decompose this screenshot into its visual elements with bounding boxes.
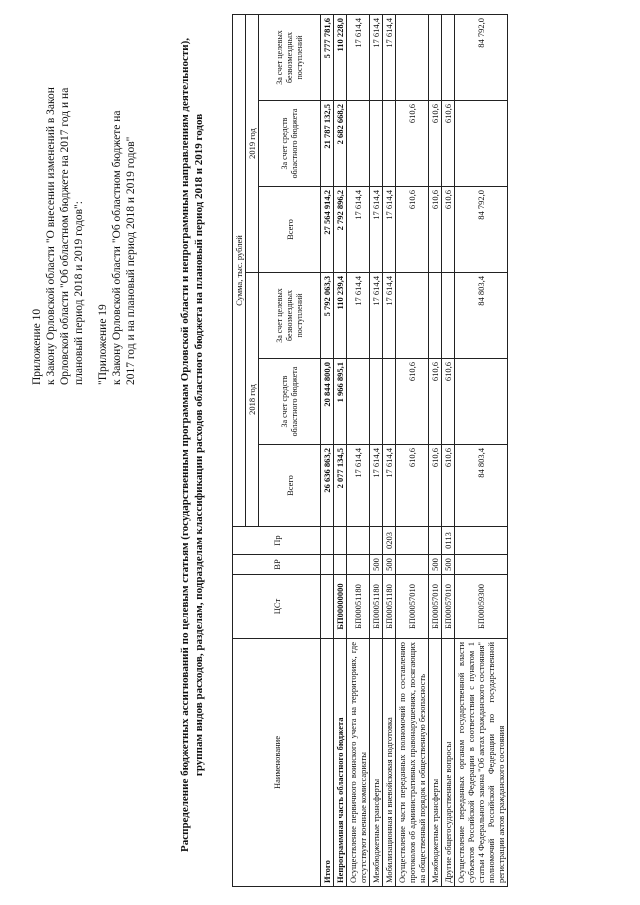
cell-total-2019: 17 614,4 (347, 187, 370, 273)
cell-targeted-2019: 5 777 781,6 (321, 15, 334, 101)
appendix-header (30, 55, 138, 385)
cell-pr (334, 527, 347, 555)
table-row (429, 15, 442, 887)
cell-cst: БП00051180 (383, 575, 396, 639)
cell-cst: БП00057010 (429, 575, 442, 639)
cell-total-2018: 610,6 (396, 445, 429, 527)
cell-regional-2018 (455, 359, 508, 445)
cell-vr (321, 555, 334, 575)
cell-pr (321, 527, 334, 555)
cell-name: Осуществление части переданных полномочий по составлению протоколов об административных правонарушениях, посягающих на общественный порядок и общественную безопасность (396, 639, 429, 887)
cell-regional-2018: 1 966 895,1 (334, 359, 347, 445)
cell-total-2019: 2 792 896,2 (334, 187, 347, 273)
header-line: Приложение 10 (31, 308, 43, 385)
cell-total-2019: 84 792,0 (455, 187, 508, 273)
header-total-2019: Всего (259, 187, 321, 273)
cell-name: Непрограммная часть областного бюджета (334, 639, 347, 887)
cell-pr: 0113 (442, 527, 455, 555)
cell-vr (334, 555, 347, 575)
cell-vr: 500 (383, 555, 396, 575)
cell-vr (347, 555, 370, 575)
cell-total-2019: 17 614,4 (370, 187, 383, 273)
cell-regional-2018 (347, 359, 370, 445)
header-year-2019: 2019 год (246, 15, 259, 273)
cell-vr (455, 555, 508, 575)
header-line: к Закону Орловской области "О внесении изменений в Закон (45, 87, 57, 385)
cell-regional-2018 (383, 359, 396, 445)
cell-targeted-2019 (442, 15, 455, 101)
budget-table (232, 14, 508, 887)
cell-targeted-2018 (429, 273, 442, 359)
header-sum: Сумма, тыс. рублей (233, 15, 246, 527)
cell-regional-2019: 610,6 (429, 101, 442, 187)
header-targeted-2018: За счет целевых безвозмездных поступлений (259, 273, 321, 359)
cell-targeted-2018 (442, 273, 455, 359)
table-row (334, 15, 347, 887)
header-line: Орловской области "Об областном бюджете на 2017 год и на (59, 87, 71, 385)
cell-targeted-2018: 5 792 063,3 (321, 273, 334, 359)
cell-regional-2018: 610,6 (396, 359, 429, 445)
cell-targeted-2018: 17 614,4 (370, 273, 383, 359)
cell-name: Межбюджетные трансферты (429, 639, 442, 887)
cell-name: Осуществление переданных органам государственной власти субъектов Российской Федерации в соответствии с пунктом 1 статьи 4 Федерального закона "Об актах гражданского состояния" полномочий Российской Федерации по государственной регистрации актов гражданского состояния (455, 639, 508, 887)
header-vr: ВР (233, 555, 321, 575)
cell-total-2019: 17 614,4 (383, 187, 396, 273)
header-line: к Закону Орловской области "Об областном бюджете на (111, 110, 123, 385)
cell-vr: 500 (370, 555, 383, 575)
cell-regional-2019: 21 787 132,5 (321, 101, 334, 187)
cell-total-2019: 610,6 (442, 187, 455, 273)
cell-total-2018: 610,6 (429, 445, 442, 527)
table-row (396, 15, 429, 887)
document-title: Распределение бюджетных ассигнований по целевым статьям (государственным программам Орловской области и непрограммным направлениям деятельности), группам видов расходов, разделам, подразделам классификации расходов областного бюджета на плановый период 2018 и 2019 годов (179, 38, 205, 852)
cell-pr: 0203 (383, 527, 396, 555)
cell-regional-2019: 610,6 (442, 101, 455, 187)
cell-cst: БП00057010 (442, 575, 455, 639)
cell-targeted-2018: 110 239,4 (334, 273, 347, 359)
header-pr: Пр (233, 527, 321, 555)
cell-targeted-2019: 17 614,4 (347, 15, 370, 101)
cell-regional-2019: 2 682 668,2 (334, 101, 347, 187)
cell-total-2019: 610,6 (396, 187, 429, 273)
cell-regional-2019 (370, 101, 383, 187)
cell-targeted-2019: 110 228,0 (334, 15, 347, 101)
cell-total-2019: 27 564 914,2 (321, 187, 334, 273)
cell-targeted-2018 (396, 273, 429, 359)
cell-targeted-2018: 17 614,4 (383, 273, 396, 359)
cell-name: Итого (321, 639, 334, 887)
header-line: плановый период 2018 и 2019 годов": (73, 201, 85, 385)
cell-targeted-2019 (396, 15, 429, 101)
cell-targeted-2018: 84 803,4 (455, 273, 508, 359)
cell-pr (370, 527, 383, 555)
header-cst: ЦСт (233, 575, 321, 639)
cell-total-2018: 610,6 (442, 445, 455, 527)
header-targeted-2019: За счет целевых безвозмездных поступлений (259, 15, 321, 101)
cell-cst: БП00051180 (347, 575, 370, 639)
header-year-2018: 2018 год (246, 273, 259, 527)
header-line: 2017 год и на плановый период 2018 и 2019 годов" (125, 136, 137, 385)
table-row (321, 15, 334, 887)
header-name: Наименование (233, 639, 321, 887)
budget-table-body (321, 15, 508, 887)
cell-regional-2018: 610,6 (442, 359, 455, 445)
table-row (383, 15, 396, 887)
cell-vr: 500 (429, 555, 442, 575)
cell-total-2019: 610,6 (429, 187, 442, 273)
cell-name: Мобилизационная и вневойсковая подготовка (383, 639, 396, 887)
cell-regional-2018 (370, 359, 383, 445)
cell-total-2018: 17 614,4 (347, 445, 370, 527)
cell-vr: 500 (442, 555, 455, 575)
cell-total-2018: 2 077 134,5 (334, 445, 347, 527)
cell-pr (429, 527, 442, 555)
cell-targeted-2019 (429, 15, 442, 101)
cell-regional-2019 (347, 101, 370, 187)
cell-regional-2018: 610,6 (429, 359, 442, 445)
cell-total-2018: 84 803,4 (455, 445, 508, 527)
cell-regional-2019 (455, 101, 508, 187)
table-row (347, 15, 370, 887)
cell-targeted-2019: 84 792,0 (455, 15, 508, 101)
header-total-2018: Всего (259, 445, 321, 527)
cell-targeted-2019: 17 614,4 (370, 15, 383, 101)
table-row (370, 15, 383, 887)
cell-total-2018: 26 636 863,2 (321, 445, 334, 527)
cell-cst (321, 575, 334, 639)
header-line: "Приложение 19 (97, 304, 109, 385)
header-regional-2019: За счет средств областного бюджета (259, 101, 321, 187)
header-regional-2018: За счет средств областного бюджета (259, 359, 321, 445)
cell-cst: БП00051180 (370, 575, 383, 639)
cell-pr (396, 527, 429, 555)
cell-regional-2019: 610,6 (396, 101, 429, 187)
cell-targeted-2018: 17 614,4 (347, 273, 370, 359)
cell-cst: БП00059300 (455, 575, 508, 639)
cell-name: Осуществление первичного воинского учета на территориях, где отсутствуют военные комиссариаты (347, 639, 370, 887)
cell-pr (347, 527, 370, 555)
cell-cst: БП00000000 (334, 575, 347, 639)
cell-regional-2018: 20 844 800,0 (321, 359, 334, 445)
cell-name: Межбюджетные трансферты (370, 639, 383, 887)
table-row (455, 15, 508, 887)
cell-targeted-2019: 17 614,4 (383, 15, 396, 101)
cell-regional-2019 (383, 101, 396, 187)
cell-vr (396, 555, 429, 575)
cell-total-2018: 17 614,4 (383, 445, 396, 527)
cell-name: Другие общегосударственные вопросы (442, 639, 455, 887)
cell-cst: БП00057010 (396, 575, 429, 639)
cell-pr (455, 527, 508, 555)
table-row (442, 15, 455, 887)
cell-total-2018: 17 614,4 (370, 445, 383, 527)
